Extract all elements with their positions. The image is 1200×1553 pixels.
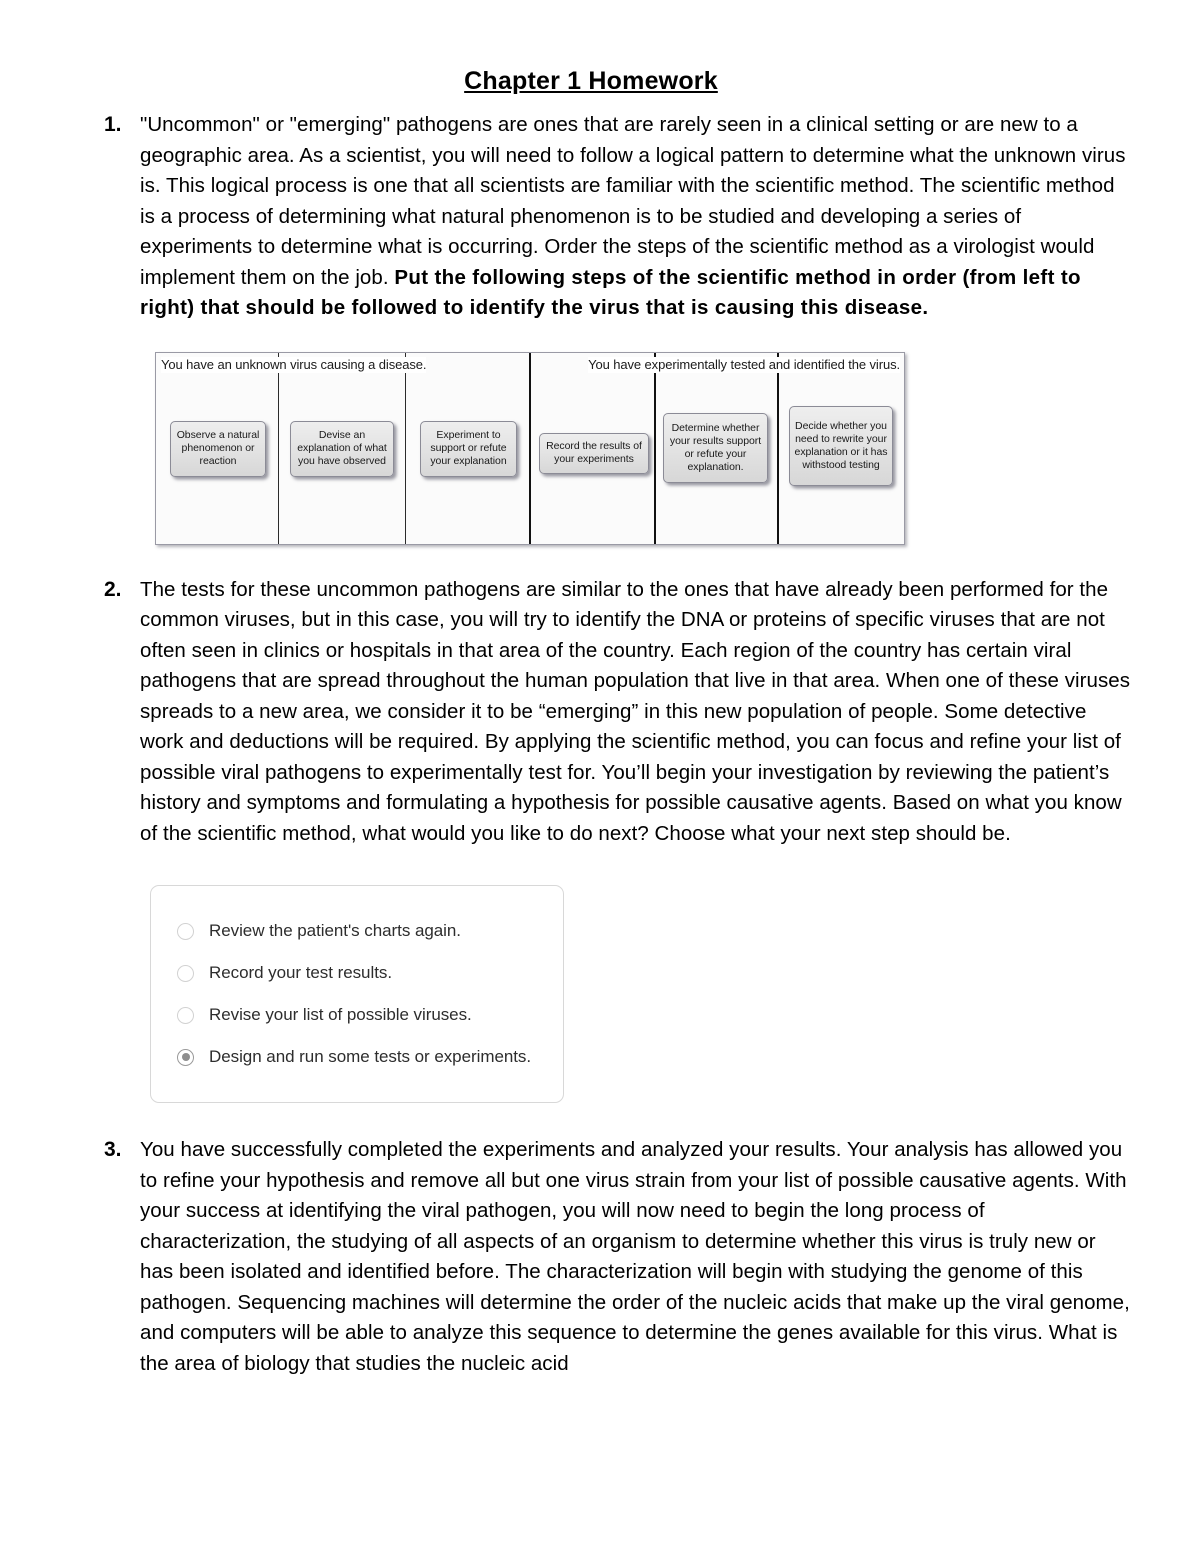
question-1-text-bold: Put the following steps of the scientific method in order (from left to right) that should be followed to identify the virus that is causing this disease.	[140, 265, 1081, 319]
diagram-column-6	[779, 353, 904, 544]
diagram-column-3	[406, 353, 531, 544]
diagram-column-5	[656, 353, 779, 544]
radio-button-icon-3[interactable]	[177, 1007, 194, 1024]
answer-option-4[interactable]	[177, 1036, 545, 1078]
diagram-banner-end: You have experimentally tested and identified the virus.	[588, 356, 900, 372]
question-3	[0, 1135, 1200, 1379]
scientific-method-diagram	[155, 352, 905, 545]
diagram-column-1	[156, 353, 279, 544]
question-1-text-normal: "Uncommon" or "emerging" pathogens are ones that are rarely seen in a clinical setting or are new to a geographic area. As a scientist, you will need to follow a logical pattern to determine what the unknown virus is. This logical process is one that all scientists are familiar with the scientific method. The scientific method is a process of determining what natural phenomenon is to be studied and developing a series of experiments to determine what is occurring. Order the steps of the scientific method as a virologist would implement them on the job.	[140, 113, 1126, 289]
question-1	[0, 110, 1200, 324]
answer-options-wrapper	[150, 885, 1200, 1103]
diagram-column-2	[279, 353, 406, 544]
step-box-3[interactable]: Experiment to support or refute your explanation	[420, 421, 517, 477]
answer-option-3[interactable]	[177, 994, 545, 1036]
answer-options-box	[150, 885, 564, 1103]
radio-button-icon-4[interactable]	[177, 1049, 194, 1066]
question-1-number: 1.	[104, 113, 122, 136]
answer-option-3-label: Revise your list of possible viruses.	[209, 1005, 472, 1024]
step-box-5[interactable]: Determine whether your results support or refute your explanation.	[663, 413, 768, 483]
question-2-number: 2.	[104, 577, 122, 601]
step-box-6[interactable]: Decide whether you need to rewrite your explanation or it has withstood testing	[789, 406, 893, 486]
answer-option-1[interactable]	[177, 910, 545, 952]
answer-option-2[interactable]	[177, 952, 545, 994]
question-1-text	[140, 110, 1130, 324]
diagram-banner-start: You have an unknown virus causing a disease.	[161, 356, 427, 372]
question-3-number: 3.	[104, 1138, 122, 1161]
answer-option-2-label: Record your test results.	[209, 963, 392, 982]
page-title: Chapter 1 Homework	[464, 67, 718, 95]
step-box-4[interactable]: Record the results of your experiments	[539, 433, 649, 474]
radio-button-icon-2[interactable]	[177, 965, 194, 982]
question-2	[0, 575, 1200, 850]
step-box-2[interactable]: Devise an explanation of what you have observed	[290, 421, 394, 477]
scientific-method-diagram-wrapper	[155, 352, 1200, 545]
question-2-text: The tests for these uncommon pathogens are similar to the ones that have already been performed for the common viruses, but in this case, you will try to identify the DNA or proteins of specific viruses that are not often seen in clinics or hospitals in that area of the country. Each region of the country has certain viral pathogens that are spread throughout the human population that live in that area. When one of these viruses spreads to a new area, we consider it to be “emerging” in this new population of people. Some detective work and deductions will be required. By applying the scientific method, you can focus and refine your list of possible viral pathogens to experimentally test for. You’ll begin your investigation by reviewing the patient’s history and symptoms and formulating a hypothesis for possible causative agents. Based on what you know of the scientific method, what would you like to do next? Choose what your next step should be.	[140, 577, 1131, 845]
diagram-columns	[156, 353, 904, 544]
diagram-column-4	[531, 353, 656, 544]
question-3-text: You have successfully completed the experiments and analyzed your results. Your analysis has allowed you to refine your hypothesis and remove all but one virus strain from your list of possible causative agents. With your success at identifying the viral pathogen, you will now need to begin the long process of characterization, the studying of all aspects of an organism to determine whether this virus is truly new or has been isolated and identified before. The characterization will begin with studying the genome of this pathogen. Sequencing machines will determine the order of the nucleic acids that make up the viral genome, and computers will be able to analyze this sequence to determine the genes available for this virus. What is the area of biology that studies the nucleic acid	[140, 1138, 1130, 1375]
answer-option-1-label: Review the patient's charts again.	[209, 921, 461, 940]
radio-button-icon-1[interactable]	[177, 923, 194, 940]
answer-option-4-label: Design and run some tests or experiments.	[209, 1047, 532, 1066]
step-box-1[interactable]: Observe a natural phenomenon or reaction	[170, 421, 266, 477]
